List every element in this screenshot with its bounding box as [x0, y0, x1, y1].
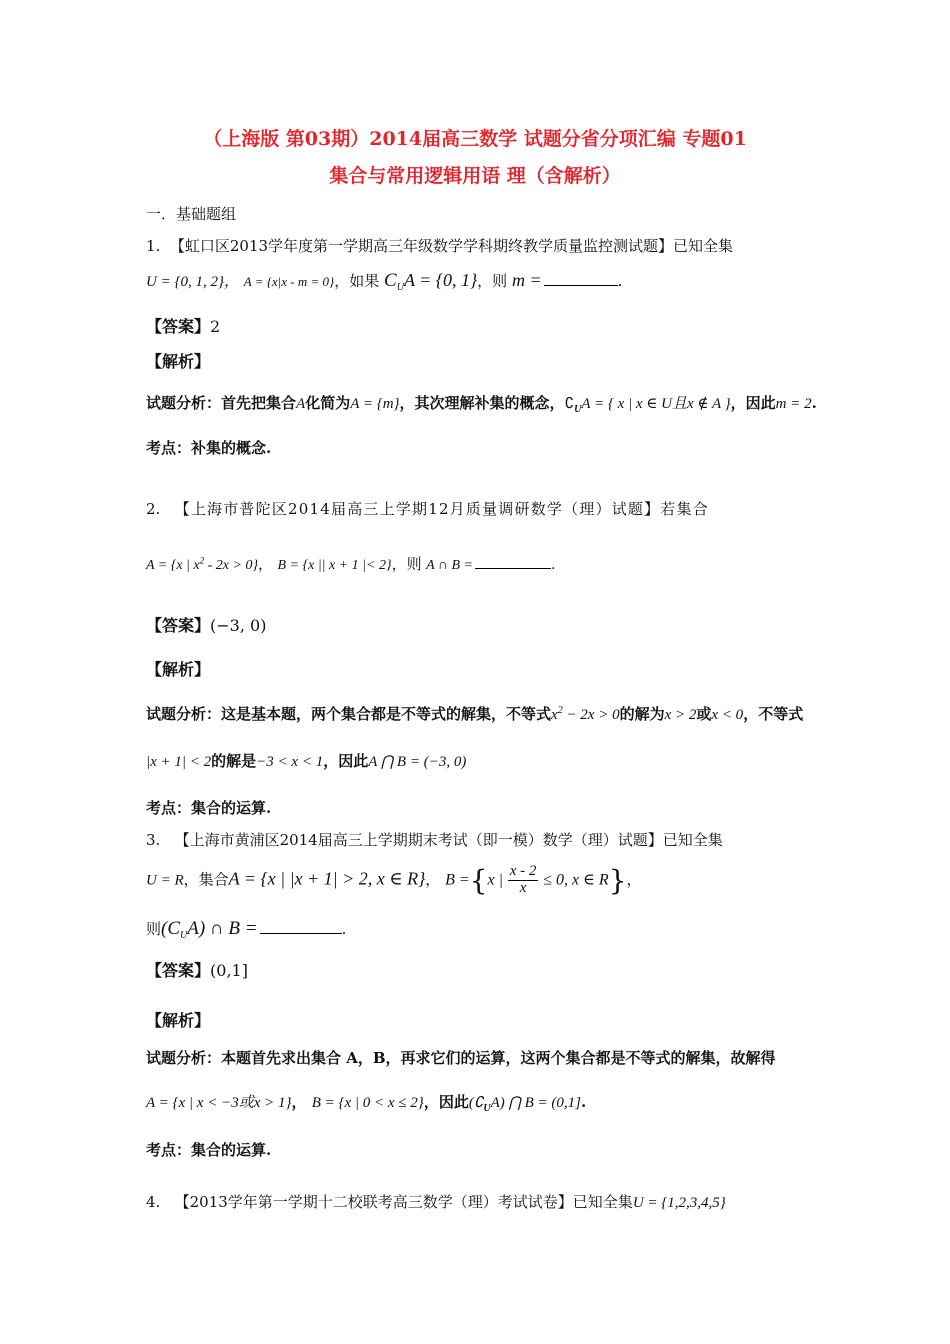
q1-if: ，如果	[334, 272, 380, 290]
q2-analysis-math: |x + 1| < 2	[146, 754, 212, 770]
q1-answer-value: 2	[210, 317, 221, 336]
q3-comma: ，	[626, 870, 642, 889]
q1-point: 考点：补集的概念.	[146, 439, 272, 457]
q1-complement-sub: U	[574, 404, 582, 415]
q4-source-text: 【2013学年第一学期十二校联考高三数学（理）考试试卷】已知全集	[174, 1193, 633, 1211]
q3-stem	[146, 864, 642, 897]
q2-analysis-part: 的解为	[619, 705, 665, 723]
q2-analysis-math: x > 2	[664, 707, 697, 723]
q4-source	[146, 1191, 726, 1212]
q1-answer-blank	[544, 284, 618, 286]
q3-comma: ，	[425, 870, 441, 889]
q1-analysis-part: ，其次理解补集的概念，	[399, 394, 565, 412]
q3-analysis-math: A) ⋂ B = (0,1]	[490, 1095, 581, 1111]
q2-point: 考点：集合的运算.	[146, 799, 272, 817]
q2-stem	[146, 553, 555, 574]
q1-set-a: A = {x|x - m = 0}	[243, 274, 335, 289]
q3-set-b-cond: ≤ 0, x ∈ R	[543, 871, 609, 889]
q1-analysis-part: 化简为	[305, 394, 351, 412]
page-title-line2: 集合与常用逻辑用语 理（含解析）	[329, 165, 621, 187]
q3-analysis-math: B = {x | 0 < x ≤ 2}	[311, 1095, 424, 1111]
q2-analysis-math: −3 < x < 1	[256, 754, 324, 770]
q3-set-u: U = R	[146, 872, 184, 889]
q3-analysis-part: ，因此	[423, 1093, 469, 1111]
q1-answer-label: 【答案】	[146, 317, 211, 336]
q1-number: 1.	[146, 237, 161, 255]
q2-analysis-line2	[146, 750, 466, 771]
q3-analysis-line2	[146, 1091, 586, 1114]
q3-fraction-denominator: x	[519, 880, 527, 896]
q2-answer-blank	[475, 567, 551, 569]
q3-analysis-part: ，	[291, 1093, 307, 1111]
q2-answer	[146, 613, 266, 636]
q2-comma: ，	[258, 555, 274, 573]
q3-then: 则	[146, 920, 162, 938]
q2-analysis-label: 【解析】	[146, 660, 211, 679]
q2-set-a-part: - 2x > 0}	[204, 558, 259, 573]
q3-analysis-sub: U	[483, 1103, 491, 1114]
q1-analysis-math: A = {m}	[350, 396, 400, 412]
q1-complement-symbol: ∁	[564, 394, 575, 412]
q2-set-b: B = {x || x + 1 |< 2}	[277, 558, 392, 573]
q3-number: 3.	[146, 831, 161, 849]
q1-analysis-end: .	[811, 394, 817, 412]
q2-set-a	[146, 555, 259, 573]
q2-source-text: 【上海市普陀区2014届高三上学期12月质量调研数学（理）试题】若集合	[174, 500, 709, 518]
q1-analysis	[146, 392, 817, 415]
q2-then: ，则	[391, 555, 422, 573]
q2-set-a-part: A = {x | x	[146, 558, 200, 573]
q2-answer-value: (−3, 0)	[210, 616, 267, 635]
page-title-line1: （上海版 第03期）2014届高三数学 试题分省分项汇编 专题01	[203, 128, 747, 150]
q3-analysis-label: 【解析】	[146, 1011, 211, 1030]
q1-source-text: 【虹口区2013学年度第一学期高三年级数学学科期终教学质量监控测试题】已知全集	[169, 237, 734, 255]
q3-complement-sub: U	[180, 930, 188, 941]
q1-analysis-part: ，因此	[730, 394, 776, 412]
q3-stem-line2	[146, 918, 346, 941]
q2-analysis-part: 试题分析：这是基本题，两个集合都是不等式的解集，不等式	[146, 705, 552, 723]
q2-intersection: A ∩ B =	[426, 558, 473, 573]
q1-complement-symbol: C	[384, 270, 397, 291]
q3-set-b-label: B =	[445, 871, 470, 889]
q2-analysis-math-part: x	[551, 707, 558, 723]
q2-analysis-part: 的解是	[211, 752, 257, 770]
q3-analysis-math: A = {x | x < −3或x > 1}	[146, 1095, 292, 1111]
q2-analysis-part: ，因此	[323, 752, 369, 770]
q1-source	[146, 235, 733, 256]
q2-source	[146, 498, 709, 519]
q3-left-brace: {	[469, 864, 488, 897]
q3-text: ，集合	[183, 870, 229, 889]
q1-analysis-math: m = 2	[775, 396, 812, 412]
q3-source-text: 【上海市黄浦区2014届高三上学期期末考试（即一模）数学（理）试题】已知全集	[174, 831, 723, 849]
q3-answer-label: 【答案】	[146, 961, 211, 980]
q3-answer	[146, 958, 248, 981]
q3-set-a: A = {x | |x + 1| > 2, x ∈ R}	[228, 868, 426, 889]
q3-stem-end: .	[341, 920, 347, 938]
q3-analysis-line1: 试题分析：本题首先求出集合 A，B，再求它们的运算，这两个集合都是不等式的解集，故解得	[146, 1049, 776, 1067]
q3-answer-blank	[260, 932, 342, 934]
q3-source	[146, 829, 723, 850]
q2-analysis-line1	[146, 703, 803, 724]
q2-analysis-part: ，不等式	[743, 705, 804, 723]
q2-analysis-math: A ⋂ B = (−3, 0)	[368, 754, 467, 770]
q1-analysis-part: 试题分析：首先把集合	[146, 394, 297, 412]
q1-set-u: U = {0, 1, 2}，	[146, 274, 239, 290]
q2-analysis-math	[551, 707, 620, 723]
q3-point: 考点：集合的运算.	[146, 1141, 272, 1159]
q4-number: 4.	[146, 1193, 161, 1211]
q1-analysis-label: 【解析】	[146, 352, 211, 371]
q1-answer	[146, 314, 220, 337]
q1-then: ，则	[477, 272, 508, 290]
q2-analysis-part: 或	[696, 705, 712, 723]
q3-right-brace: }	[608, 864, 627, 897]
q1-analysis-math: A	[296, 396, 306, 412]
q1-complement-value: A = {0, 1}	[403, 270, 478, 290]
section-heading: 一．基础题组	[146, 205, 237, 223]
q3-complement: (C	[161, 918, 181, 939]
q1-m-equals: m =	[511, 270, 542, 290]
q2-set-a-sup: 2	[199, 555, 205, 566]
q1-stem	[146, 270, 622, 293]
q2-analysis-sup: 2	[557, 705, 563, 716]
q1-analysis-math: A = { x | x ∈ U且x ∉ A }	[581, 396, 731, 412]
q3-analysis-end: .	[580, 1093, 587, 1111]
q1-complement-sub: U	[396, 282, 404, 293]
q2-stem-end: .	[550, 557, 556, 573]
q4-set-u: U = {1,2,3,4,5}	[632, 1195, 726, 1211]
q3-answer-value: (0,1]	[210, 961, 248, 980]
q3-expression: A) ∩ B =	[187, 918, 258, 939]
q3-analysis-math: (∁	[468, 1095, 484, 1111]
q3-fraction-numerator: x - 2	[509, 863, 537, 880]
q2-analysis-math-part: − 2x > 0	[562, 707, 620, 723]
q3-fraction	[508, 864, 539, 897]
q3-set-b-var: x |	[487, 871, 503, 889]
q2-analysis-math: x < 0	[711, 707, 744, 723]
q2-number: 2.	[146, 500, 161, 518]
q2-answer-label: 【答案】	[146, 616, 211, 635]
q1-stem-end: .	[617, 272, 623, 290]
